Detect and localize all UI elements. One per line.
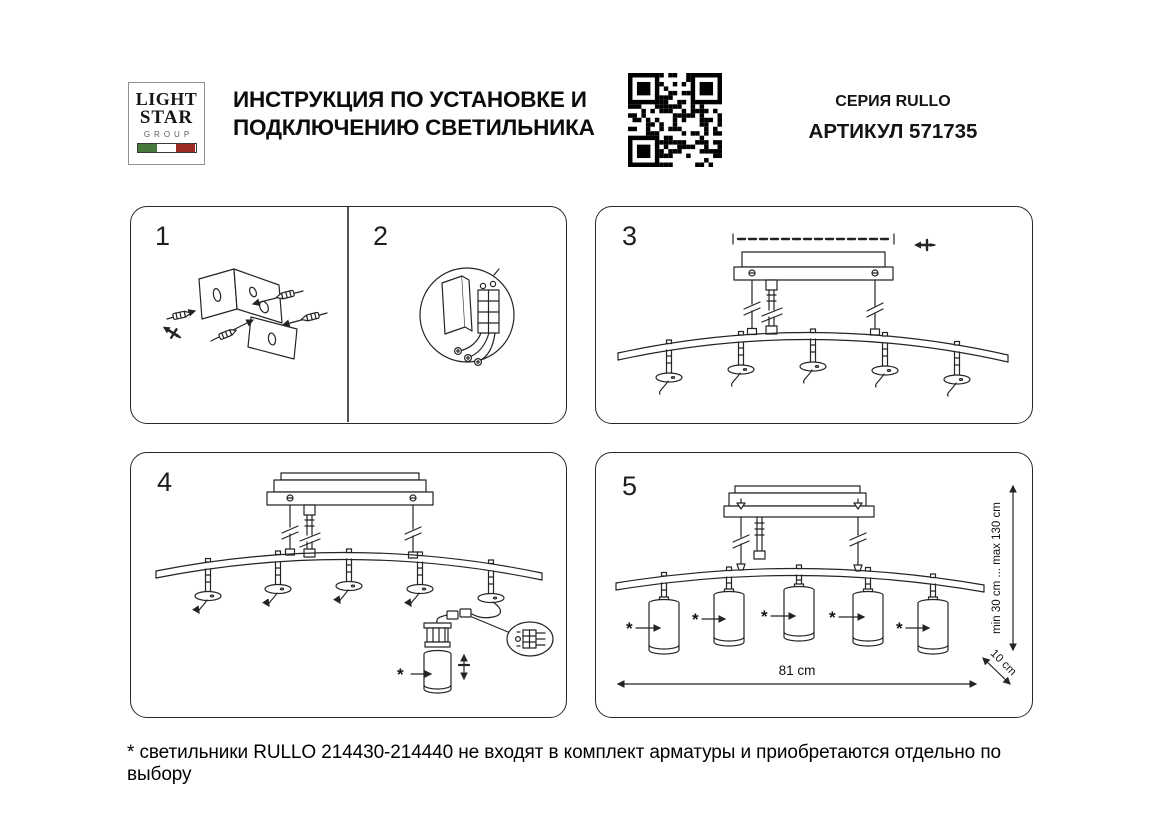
asterisk-marker: * [692,610,699,629]
title-line-2: ПОДКЛЮЧЕНИЮ СВЕТИЛЬНИКА [233,115,595,140]
suspension-rods [744,280,883,335]
title-line-1: ИНСТРУКЦИЯ ПО УСТАНОВКЕ И [233,87,587,112]
depth-dimension-label: 10 cm [987,647,1019,679]
asterisk-marker: * [626,619,633,638]
article-label: АРТИКУЛ 571735 [808,120,978,143]
step-2-number: 2 [373,221,389,251]
width-dimension-label: 81 cm [778,663,816,678]
panel-step-3 [595,206,1033,424]
step4-drawing [131,453,565,716]
product-info [798,93,988,144]
wiring-detail-circle [420,268,514,365]
step3-drawing [596,207,1031,422]
panel-steps-1-2 [130,206,567,424]
ceiling-line [733,234,894,244]
lamp-pointer-arrows [636,616,929,628]
lamp-stems [195,559,504,613]
step-5-number: 5 [622,471,638,501]
lamp-cylinder [424,651,451,694]
lightstar-logo [128,82,205,165]
flag-green [138,144,157,152]
ceiling-canopy [734,252,893,290]
ceiling-canopy [724,486,874,517]
footnote: * светильники RULLO 214430-214440 не входят в комплект арматуры и приобретаются отдельно по выбору [127,742,1001,785]
flag-red [176,144,195,152]
asterisk-marker: * [397,665,404,684]
lamp-socket [424,623,451,647]
asterisk-marker: * [896,619,903,638]
height-dimension-label: min 30 cm ... max 130 cm [991,502,1003,634]
series-label: СЕРИЯ RULLO [835,93,951,110]
suspension-rods [733,517,866,571]
logo-star-text: STAR [139,107,194,128]
lamp-stems [656,339,970,396]
mounting-bracket [199,269,297,359]
ceiling-canopy [267,473,433,515]
panel-step-5 [595,452,1033,718]
screw-icon [459,655,469,679]
step5-drawing [596,453,1031,716]
step-1-number: 1 [155,221,171,251]
step1-2-drawing [131,207,565,422]
screw-icon [914,240,936,250]
step-4-number: 4 [157,467,173,497]
flag-white [157,144,176,152]
asterisk-marker: * [829,608,836,627]
screw-icon [160,322,184,342]
qr-code [628,73,722,167]
panel-step-4 [130,452,567,718]
step-3-number: 3 [622,221,638,251]
italian-flag [137,143,197,153]
logo-group-text: GROUP [143,130,194,139]
asterisk-marker: * [761,607,768,626]
terminal-detail-circle [507,622,553,656]
logo-light-text: LIGHT [135,89,198,109]
page-title [233,86,595,142]
